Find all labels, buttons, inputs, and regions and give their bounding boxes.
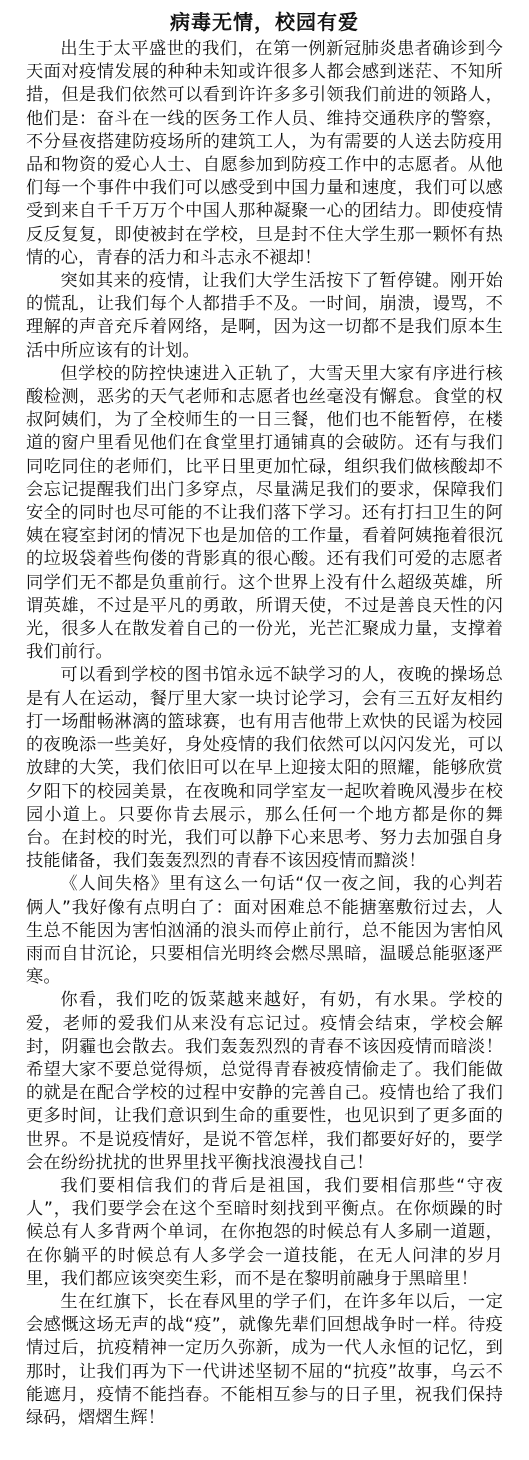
paragraph-3: 但学校的防控快速进入正轨了，大雪天里大家有序进行核酸检测，恶劣的天气老师和志愿者也丝毫没有懈怠。食堂的权叔阿姨们，为了全校师生的一日三餐，他们也不能暂停，在楼道的窗户里看见他们在食堂里打通铺真的会破防。还有与我们同吃同住的老师们，比平日里更加忙碌，组织我们做核酸却不会忘记提醒我们出门多穿点，尽量满足我们的要求，保障我们安全的同时也尽可能的不让我们落下学习。还有打扫卫生的阿姨在寝室封闭的情况下也是加倍的工作量，看着阿姨拖着很沉的垃圾袋着些佝偻的背影真的很心酸。还有我们可爱的志愿者同学们无不都是负重前行。这个世界上没有什么超级英雄，所谓英雄，不过是平凡的勇敢，所谓天使，不过是善良天性的闪光，很多人在散发着自己的一份光，光芒汇聚成力量，支撑着我们前行。 — [26, 363, 503, 663]
paragraph-6: 你看，我们吃的饭菜越来越好，有奶，有水果。学校的爱，老师的爱我们从来没有忘记过。疫情会结束，学校会解封，阴霾也会散去。我们轰轰烈烈的青春不该因疫情而暗淡！希望大家不要总觉得烦，总觉得青春被疫情偷走了。我们能做的就是在配合学校的过程中安静的完善自己。疫情也给了我们更多时间，让我们意识到生命的重要性，也见识到了更多面的世界。不是说疫情好，是说不管怎样，我们都要好好的，要学会在纷纷扰扰的世界里找平衡找浪漫找自己！ — [26, 990, 503, 1173]
paragraph-5: 《人间失格》里有这么一句话“仅一夜之间，我的心判若俩人”我好像有点明白了：面对困难总不能搪塞敷衍过去，人生总不能因为害怕汹涌的浪头而停止前行，总不能因为害怕风雨而自甘沉论，只要相信光明终会燃尽黑暗，温暖总能驱逐严寒。 — [26, 874, 503, 988]
paragraph-4: 可以看到学校的图书馆永远不缺学习的人，夜晚的操场总是有人在运动，餐厅里大家一块讨论学习，会有三五好友相约打一场酣畅淋漓的篮球赛，也有用吉他带上欢快的民谣为校园的夜晚添一些美好，身处疫情的我们依然可以闪闪发光，可以放肆的大笑，我们依旧可以在早上迎接太阳的照耀，能够欣赏夕阳下的校园美景，在夜晚和同学室友一起吹着晚风漫步在校园小道上。只要你肯去展示，那么任何一个地方都是你的舞台。在封校的时光，我们可以静下心来思考、努力去加强自身技能储备，我们轰轰烈烈的青春不该因疫情而黯淡！ — [26, 665, 503, 872]
paragraph-8: 生在红旗下，长在春风里的学子们，在许多年以后，一定会感慨这场无声的战“疫”，就像先辈们回想战争时一样。待疫情过后，抗疫精神一定历久弥新，成为一代人永恒的记忆，到那时，让我们再为下一代讲述坚韧不屈的“抗疫”故事，乌云不能遮月，疫情不能挡春。不能相互参与的日子里，祝我们保持绿码，熠熠生辉！ — [26, 1291, 503, 1428]
paragraph-2: 突如其来的疫情，让我们大学生活按下了暂停键。刚开始的慌乱，让我们每个人都措手不及。一时间，崩溃，谩骂，不理解的声音充斥着网络，是啊，因为这一切都不是我们原本生活中所应该有的计划。 — [26, 271, 503, 361]
document-title: 病毒无情，校园有爱 — [170, 10, 359, 34]
paragraph-1: 出生于太平盛世的我们，在第一例新冠肺炎患者确诊到今天面对疫情发展的种种未知或许很多人都会感到迷茫、不知所措，但是我们依然可以看到许许多多引领我们前进的领路人，他们是：奋斗在一线的医务工作人员、维持交通秩序的警察，不分昼夜搭建防疫场所的建筑工人，为有需要的人送去防疫用品和物资的爱心人士、自愿参加到防疫工作中的志愿者。从他们每一个事件中我们可以感受到中国力量和速度，我们可以感受到来自千千万万个中国人那种凝聚一心的团结力。即使疫情反反复复，即使被封在学校，旦是封不住大学生那一颗怀有热情的心，青春的活力和斗志永不褪却！ — [26, 39, 503, 268]
paragraph-7: 我们要相信我们的背后是祖国，我们要相信那些“守夜人”，我们要学会在这个至暗时刻找到平衡点。在你烦躁的时候总有人多背两个单词，在你抱怨的时候总有人多刷一道题，在你躺平的时候总有人多学会一道技能，在无人问津的岁月里，我们都应该突奕生彩，而不是在黎明前融身于黑暗里！ — [26, 1175, 503, 1289]
